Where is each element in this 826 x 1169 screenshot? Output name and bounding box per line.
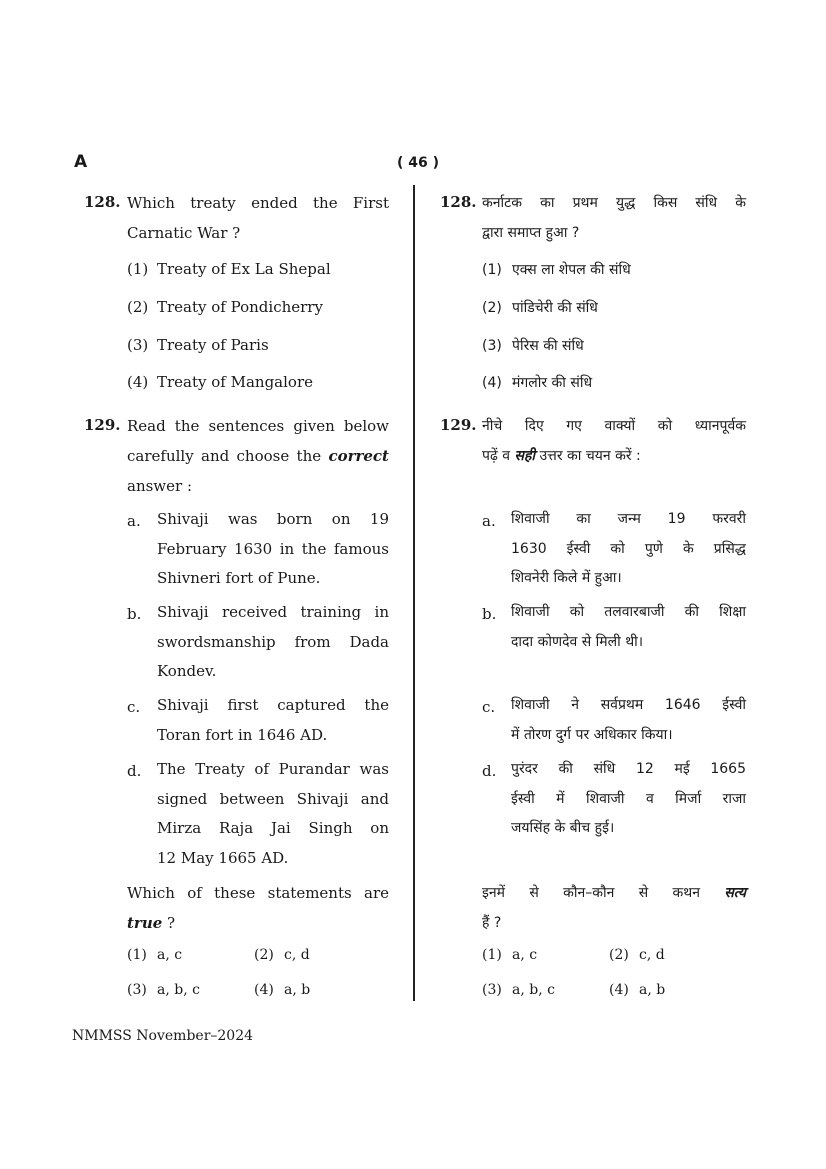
q128-number-hi: 128. [440,193,477,211]
q129-option-3-hi: (3) a, b, c [482,982,555,998]
q128-option-3-en: (3) Treaty of Paris [127,336,269,354]
page-number: ( 46 ) [397,155,440,171]
statement-b-en: Shivaji received training in swordsmanship from Dada Kondev. [157,603,389,680]
set-label: A [74,152,88,172]
q128-option-1-hi: (1) एक्स ला शेपल की संधि [482,262,631,278]
statement-c-letter-hi: c. [482,698,496,716]
q129-option-4-hi: (4) a, b [609,982,666,998]
statement-c-letter-en: c. [127,698,141,716]
q129-intro-hi: नीचे दिए गए वाक्यों को ध्यानपूर्वक पढ़ें व सही उत्तर का चयन करें : [482,418,746,464]
q128-number-en: 128. [84,193,121,211]
q129-intro-en: Read the sentences given below carefully and choose the correct answer : [127,417,389,495]
q129-number-hi: 129. [440,416,477,434]
statement-c-hi: शिवाजी ने सर्वप्रथम 1646 ईस्वी में तोरण दुर्ग पर अधिकार किया। [511,697,746,743]
q129-option-1-hi: (1) a, c [482,947,538,963]
statement-a-letter-hi: a. [482,512,496,530]
q129-option-2-en: (2) c, d [254,947,310,963]
statement-d-letter-en: d. [127,762,142,780]
q129-option-3-en: (3) a, b, c [127,982,200,998]
q128-question-en-line2: Carnatic War ? [127,224,241,242]
statement-c-en: Shivaji first captured the Toran fort in 1646 AD. [157,696,389,744]
q128-option-4-hi: (4) मंगलोर की संधि [482,375,593,391]
q129-option-1-en: (1) a, c [127,947,183,963]
statement-b-letter-en: b. [127,605,142,623]
q129-ask-hi: इनमें से कौन–कौन से कथन सत्य हैं ? [482,885,746,931]
column-divider [413,185,415,1001]
q128-option-1-en: (1) Treaty of Ex La Shepal [127,260,331,278]
q128-option-2-en: (2) Treaty of Pondicherry [127,298,323,316]
footer-exam-name: NMMSS November–2024 [72,1028,254,1044]
statement-a-letter-en: a. [127,512,141,530]
statement-a-en: Shivaji was born on 19 February 1630 in the famous Shivneri fort of Pune. [157,510,389,587]
statement-d-en: The Treaty of Purandar was signed between Shivaji and Mirza Raja Jai Singh on 12 May 1665 AD. [157,760,389,867]
statement-b-hi: शिवाजी को तलवारबाजी की शिक्षा दादा कोणदेव से मिली थी। [511,604,746,650]
q128-option-4-en: (4) Treaty of Mangalore [127,373,313,391]
q128-option-3-hi: (3) पेरिस की संधि [482,338,584,354]
q128-question-hi: कर्नाटक का प्रथम युद्ध किस संधि के द्वारा समाप्त हुआ ? [482,195,746,241]
statement-d-letter-hi: d. [482,762,497,780]
statement-a-hi: शिवाजी का जन्म 19 फरवरी 1630 ईस्वी को पुणे के प्रसिद्ध शिवनेरी किले में हुआ। [511,511,746,586]
statement-b-letter-hi: b. [482,605,497,623]
q128-option-2-hi: (2) पांडिचेरी की संधि [482,300,598,316]
q129-number-en: 129. [84,416,121,434]
q129-ask-en: Which of these statements are true ? [127,884,389,932]
q128-question-en-line1: Which treaty ended the First [127,194,389,212]
q129-option-2-hi: (2) c, d [609,947,665,963]
q128-question-en [127,188,389,248]
statement-d-hi: पुरंदर की संधि 12 मई 1665 ईस्वी में शिवाजी व मिर्जा राजा जयसिंह के बीच हुई। [511,761,746,836]
q129-option-4-en: (4) a, b [254,982,311,998]
